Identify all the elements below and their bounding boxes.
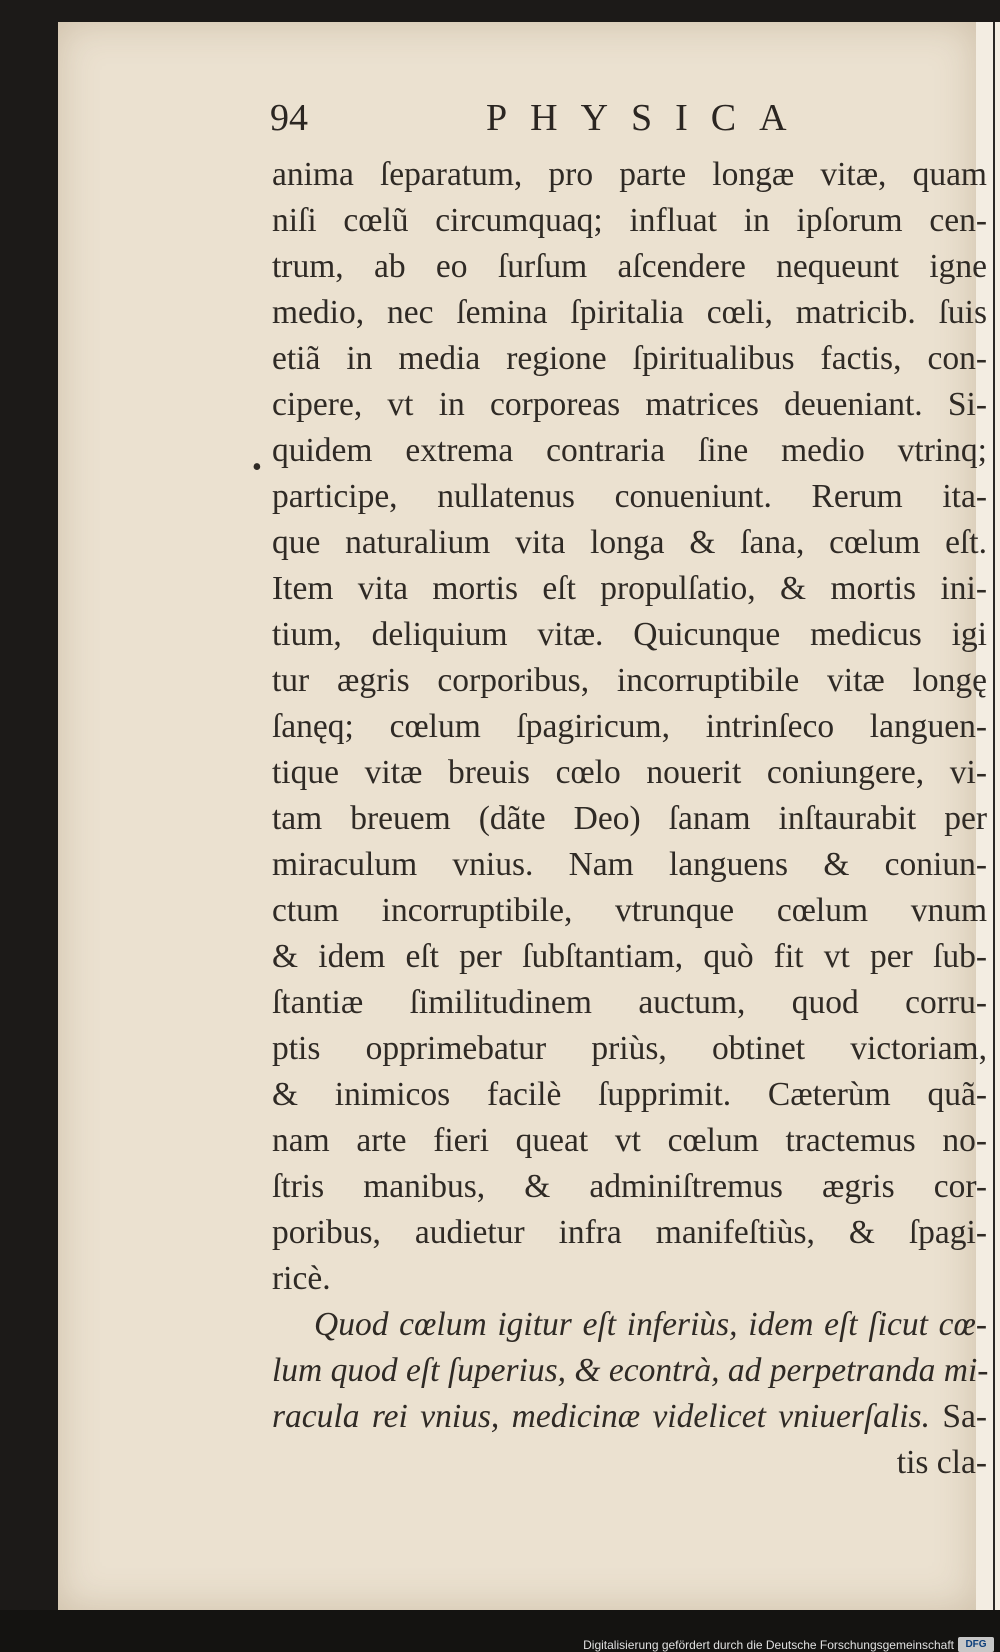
text-line: niſi cœlũ circumquaq; influat in ipſorum cen- [272, 202, 987, 239]
page-header [270, 96, 990, 148]
text-line: etiã in media regione ſpiritualibus factis, con- [272, 340, 987, 377]
italic-text-line: Quod cœlum igitur eſt inferiùs, idem eſt ſicut cœ- [314, 1306, 987, 1343]
text-line: tur ægris corporibus, incorruptibile vitæ longę [272, 662, 987, 699]
text-line: ſtris manibus, & adminiſtremus ægris cor- [272, 1168, 987, 1205]
catchword: tis cla- [896, 1444, 987, 1481]
mixed-text-line [272, 1394, 987, 1440]
text-line: ctum incorruptibile, vtrunque cœlum vnum [272, 892, 987, 929]
text-line: ſanęq; cœlum ſpagiricum, intrinſeco languen- [272, 708, 987, 745]
main-text [272, 152, 987, 1486]
text-line: ptis opprimebatur priùs, obtinet victoriam, [272, 1030, 987, 1067]
italic-run: racula rei vnius, medicinæ videlicet vniuerſalis. [272, 1398, 930, 1435]
text-line: tium, deliquium vitæ. Quicunque medicus igi [272, 616, 987, 653]
text-line: medio, nec ſemina ſpiritalia cœli, matricib. ſuis [272, 294, 987, 331]
text-line: ricè. [272, 1260, 331, 1297]
running-head: PHYSICA [486, 97, 810, 139]
text-line: anima ſeparatum, pro parte longæ vitæ, quam [272, 156, 987, 193]
italic-text-line: lum quod eſt ſuperius, & econtrà, ad perpetranda mi- [272, 1352, 989, 1389]
text-line: poribus, audietur infra manifeſtiùs, & ſpagi- [272, 1214, 987, 1251]
text-line: trum, ab eo ſurſum aſcendere nequeunt igne [272, 248, 987, 285]
funding-credit: Digitalisierung gefördert durch die Deutsche Forschungsgemeinschaft [583, 1638, 954, 1652]
text-line: & idem eſt per ſubſtantiam, quò fit vt per ſub- [272, 938, 987, 975]
text-line: cipere, vt in corporeas matrices deueniant. Si- [272, 386, 987, 423]
text-line: tique vitæ breuis cœlo nouerit coniungere, vi- [272, 754, 987, 791]
margin-marker: • [252, 452, 262, 483]
text-line: nam arte fieri queat vt cœlum tractemus no- [272, 1122, 987, 1159]
text-line: miraculum vnius. Nam languens & coniun- [272, 846, 987, 883]
text-line: que naturalium vita longa & ſana, cœlum eſt. [272, 524, 987, 561]
text-line: ſtantiæ ſimilitudinem auctum, quod corru- [272, 984, 987, 1021]
page-number: 94 [270, 97, 308, 139]
text-line: participe, nullatenus conueniunt. Rerum ita- [272, 478, 987, 515]
text-line: tam breuem (dãte Deo) ſanam inſtaurabit per [272, 800, 987, 837]
text-line: & inimicos facilè ſupprimit. Cæterùm quã- [272, 1076, 987, 1113]
catchword-row [272, 1440, 987, 1486]
dfg-logo: DFG [958, 1637, 994, 1652]
text-line: Item vita mortis eſt propulſatio, & mortis ini- [272, 570, 987, 607]
text-line: quidem extrema contraria ſine medio vtrinq; [272, 432, 987, 469]
roman-run: Sa- [929, 1398, 987, 1435]
page-gutter-line [993, 22, 995, 1610]
